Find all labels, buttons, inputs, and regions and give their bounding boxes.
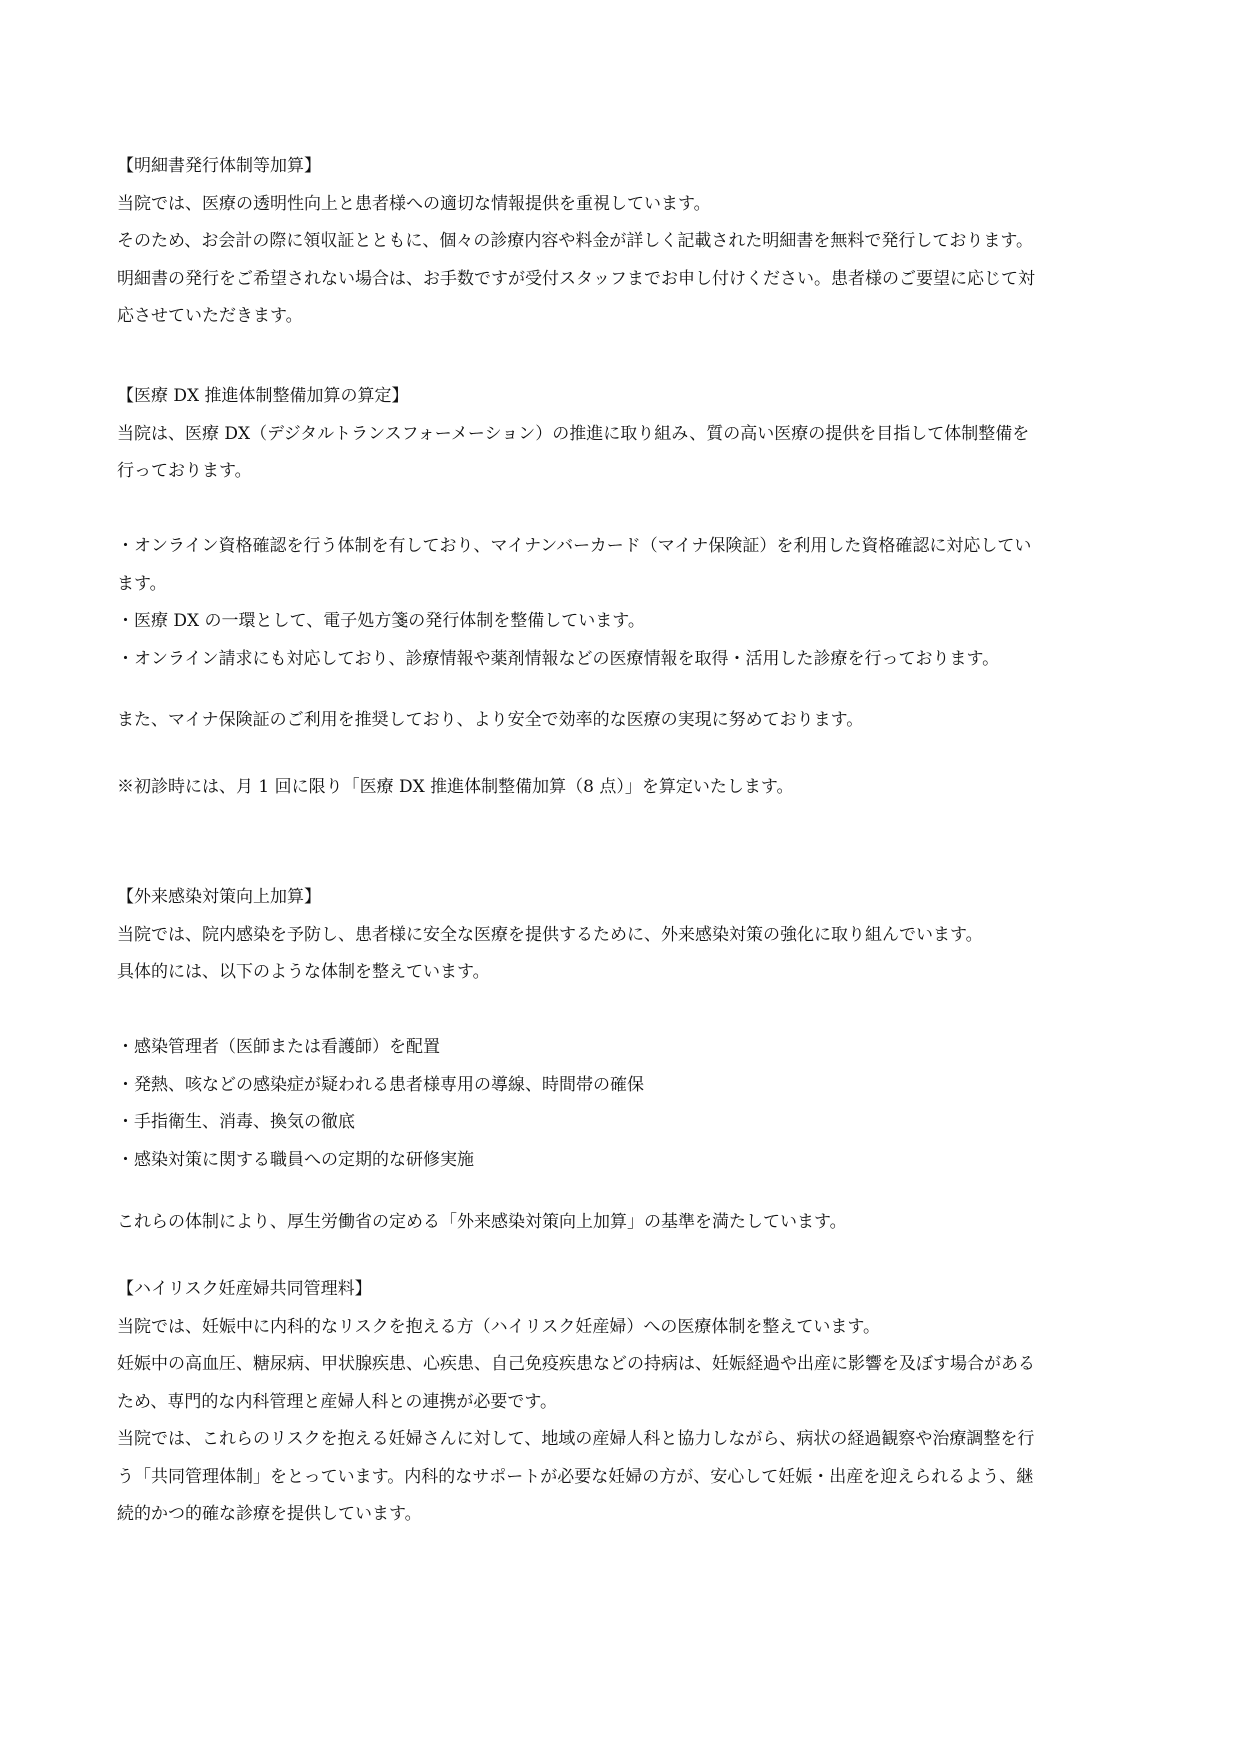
dx-note: [117, 702, 1127, 740]
section-iryo-dx: [117, 378, 1127, 491]
dx-bullet-list: [117, 528, 1127, 678]
paragraph-line: 当院では、妊娠中に内科的なリスクを抱える方（ハイリスク妊産婦）への医療体制を整えています。: [117, 1316, 880, 1337]
section-gairai-kansen: [117, 879, 1127, 992]
kansen-note: [117, 1204, 1127, 1242]
section-heading: 【明細書発行体制等加算】: [117, 156, 321, 176]
paragraph-line: これらの体制により、厚生労働省の定める「外来感染対策向上加算」の基準を満たしています。: [117, 1212, 847, 1232]
list-item: ・オンライン請求にも対応しており、診療情報や薬剤情報などの医療情報を取得・活用した診療を行っております。: [117, 648, 1000, 669]
list-item: ・手指衛生、消毒、換気の徹底: [117, 1112, 355, 1132]
paragraph-line: そのため、お会計の際に領収証とともに、個々の診療内容や料金が詳しく記載された明細書を無料で発行しております。: [117, 231, 1033, 251]
section-meisaisho: [117, 148, 1127, 336]
section-heading: 【外来感染対策向上加算】: [117, 887, 321, 907]
paragraph-line: 行っております。: [117, 461, 252, 481]
list-item: ・感染管理者（医師または看護師）を配置: [117, 1037, 440, 1057]
paragraph-line: また、マイナ保険証のご利用を推奨しており、より安全で効率的な医療の実現に努めております。: [117, 710, 864, 730]
list-item: ・オンライン資格確認を行う体制を有しており、マイナンバーカード（マイナ保険証）を利用した資格確認に対応してい: [117, 536, 1032, 556]
section-heading: 【ハイリスク妊産婦共同管理料】: [117, 1279, 372, 1299]
section-heading: 【医療 DX 推進体制整備加算の算定】: [117, 386, 409, 406]
list-item: ます。: [117, 573, 167, 594]
paragraph-line: 続的かつ的確な診療を提供しています。: [117, 1504, 422, 1524]
paragraph-line: ため、専門的な内科管理と産婦人科との連携が必要です。: [117, 1391, 557, 1412]
paragraph-line: 明細書の発行をご希望されない場合は、お手数ですが受付スタッフまでお申し付けください。患者様のご要望に応じて対: [117, 268, 1035, 289]
dx-footnote: [117, 769, 1127, 807]
paragraph-line: 応させていただきます。: [117, 306, 303, 326]
paragraph-line: 当院では、医療の透明性向上と患者様への適切な情報提供を重視しています。: [117, 193, 711, 214]
paragraph-line: う「共同管理体制」をとっています。内科的なサポートが必要な妊婦の方が、安心して妊娠・出産を迎えられるよう、継: [117, 1466, 1034, 1487]
footnote: ※初診時には、月 1 回に限り「医療 DX 推進体制整備加算（8 点）」を算定いたします。: [117, 777, 794, 797]
paragraph-line: 当院は、医療 DX（デジタルトランスフォーメーション）の推進に取り組み、質の高い医療の提供を目指して体制整備を: [117, 423, 1030, 444]
section-high-risk: [117, 1271, 1127, 1534]
paragraph-line: 具体的には、以下のような体制を整えています。: [117, 962, 490, 982]
kansen-bullet-list: [117, 1029, 1127, 1179]
paragraph-line: 妊娠中の高血圧、糖尿病、甲状腺疾患、心疾患、自己免疫疾患などの持病は、妊娠経過や出産に影響を及ぼす場合がある: [117, 1354, 1035, 1374]
list-item: ・感染対策に関する職員への定期的な研修実施: [117, 1149, 474, 1170]
paragraph-line: 当院では、院内感染を予防し、患者様に安全な医療を提供するために、外来感染対策の強化に取り組んでいます。: [117, 924, 983, 945]
paragraph-line: 当院では、これらのリスクを抱える妊婦さんに対して、地域の産婦人科と協力しながら、病状の経過観察や治療調整を行: [117, 1429, 1035, 1449]
list-item: ・発熱、咳などの感染症が疑われる患者様専用の導線、時間帯の確保: [117, 1074, 644, 1095]
list-item: ・医療 DX の一環として、電子処方箋の発行体制を整備しています。: [117, 611, 645, 631]
